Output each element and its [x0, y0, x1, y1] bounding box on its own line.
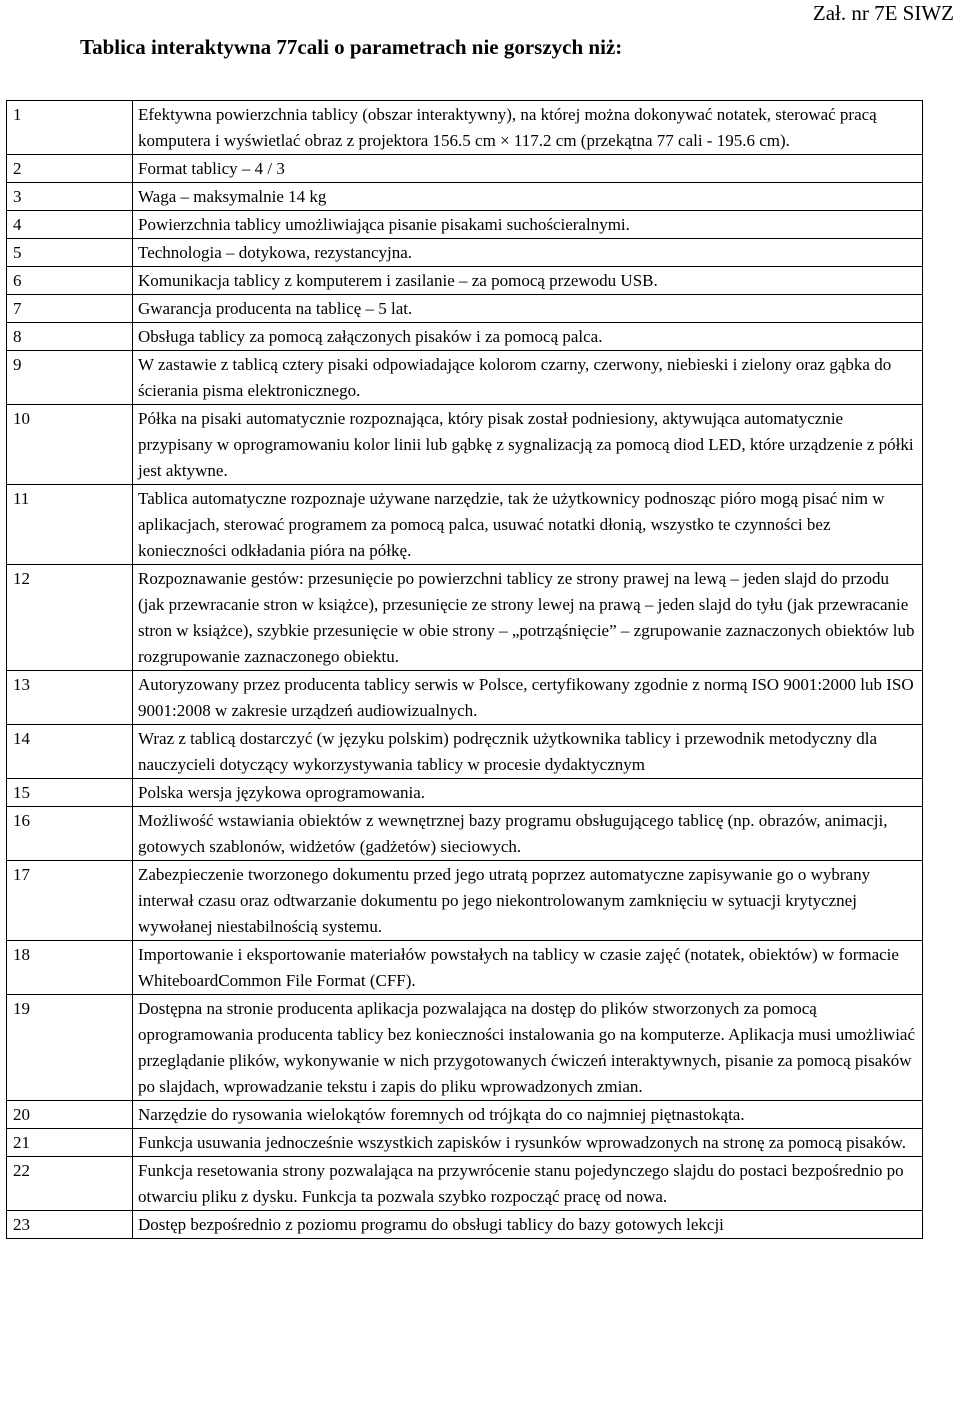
row-requirement: Komunikacja tablicy z komputerem i zasilanie – za pomocą przewodu USB.: [133, 267, 923, 295]
row-number: 6: [7, 267, 133, 295]
row-number: 9: [7, 351, 133, 405]
row-requirement: Narzędzie do rysowania wielokątów foremnych od trójkąta do co najmniej piętnastokąta.: [133, 1101, 923, 1129]
row-requirement: Gwarancja producenta na tablicę – 5 lat.: [133, 295, 923, 323]
row-requirement: Technologia – dotykowa, rezystancyjna.: [133, 239, 923, 267]
table-row: [7, 807, 923, 861]
row-requirement: Autoryzowany przez producenta tablicy serwis w Polsce, certyfikowany zgodnie z normą ISO 9001:2000 lub ISO 9001:2008 w zakresie urządzeń audiowizualnych.: [133, 671, 923, 725]
row-requirement: Efektywna powierzchnia tablicy (obszar interaktywny), na której można dokonywać notatek, sterować pracą komputera i wyświetlać obraz z projektora 156.5 cm × 117.2 cm (przekątna 77 cali - 195.6 cm).: [133, 101, 923, 155]
table-row: [7, 941, 923, 995]
table-row: [7, 861, 923, 941]
row-requirement: Powierzchnia tablicy umożliwiająca pisanie pisakami suchościeralnymi.: [133, 211, 923, 239]
row-number: 7: [7, 295, 133, 323]
row-requirement: Format tablicy – 4 / 3: [133, 155, 923, 183]
row-number: 4: [7, 211, 133, 239]
table-row: [7, 1101, 923, 1129]
row-number: 3: [7, 183, 133, 211]
row-number: 14: [7, 725, 133, 779]
row-number: 18: [7, 941, 133, 995]
row-requirement: Waga – maksymalnie 14 kg: [133, 183, 923, 211]
row-number: 10: [7, 405, 133, 485]
row-number: 11: [7, 485, 133, 565]
specification-rows: [7, 101, 923, 1239]
table-row: [7, 351, 923, 405]
attachment-label: Zał. nr 7E SIWZ: [812, 1, 954, 25]
row-requirement: Wraz z tablicą dostarczyć (w języku polskim) podręcznik użytkownika tablicy i przewodnik metodyczny dla nauczycieli dotyczący wykorzystywania tablicy w procesie dydaktycznym: [133, 725, 923, 779]
table-row: [7, 995, 923, 1101]
row-requirement: Obsługa tablicy za pomocą załączonych pisaków i za pomocą palca.: [133, 323, 923, 351]
row-number: 12: [7, 565, 133, 671]
row-number: 23: [7, 1211, 133, 1239]
table-row: [7, 211, 923, 239]
row-requirement: Dostęp bezpośrednio z poziomu programu do obsługi tablicy do bazy gotowych lekcji: [133, 1211, 923, 1239]
row-number: 15: [7, 779, 133, 807]
row-requirement: W zastawie z tablicą cztery pisaki odpowiadające kolorom czarny, czerwony, niebieski i zielony oraz gąbka do ścierania pisma elektronicznego.: [133, 351, 923, 405]
table-row: [7, 485, 923, 565]
row-requirement: Możliwość wstawiania obiektów z wewnętrznej bazy programu obsługującego tablicę (np. obrazów, animacji, gotowych szablonów, widżetów (gadżetów) sieciowych.: [133, 807, 923, 861]
row-number: 13: [7, 671, 133, 725]
table-row: [7, 725, 923, 779]
row-number: 8: [7, 323, 133, 351]
row-requirement: Półka na pisaki automatycznie rozpoznająca, który pisak został podniesiony, aktywująca automatycznie przypisany w oprogramowaniu kolor linii lub gąbkę z sygnalizacją za pomocą diod LED, które urządzenie z półki jest aktywne.: [133, 405, 923, 485]
table-row: [7, 239, 923, 267]
row-requirement: Polska wersja językowa oprogramowania.: [133, 779, 923, 807]
row-number: 16: [7, 807, 133, 861]
table-row: [7, 779, 923, 807]
table-row: [7, 1129, 923, 1157]
table-row: [7, 295, 923, 323]
row-number: 17: [7, 861, 133, 941]
table-row: [7, 101, 923, 155]
row-number: 19: [7, 995, 133, 1101]
row-requirement: Zabezpieczenie tworzonego dokumentu przed jego utratą poprzez automatyczne zapisywanie go o wybrany interwał czasu oraz odtwarzanie dokumentu po jego niekontrolowanym zamknięciu w sytuacji krytycznej wywołanej niestabilnością systemu.: [133, 861, 923, 941]
row-number: 20: [7, 1101, 133, 1129]
row-number: 21: [7, 1129, 133, 1157]
table-row: [7, 323, 923, 351]
row-number: 1: [7, 101, 133, 155]
table-row: [7, 267, 923, 295]
table-row: [7, 671, 923, 725]
table-row: [7, 565, 923, 671]
row-requirement: Funkcja usuwania jednocześnie wszystkich zapisków i rysunków wprowadzonych na stronę za pomocą pisaków.: [133, 1129, 923, 1157]
table-row: [7, 155, 923, 183]
row-requirement: Importowanie i eksportowanie materiałów powstałych na tablicy w czasie zajęć (notatek, obiektów) w formacie WhiteboardCommon File Format (CFF).: [133, 941, 923, 995]
row-requirement: Rozpoznawanie gestów: przesunięcie po powierzchni tablicy ze strony prawej na lewą – jeden slajd do przodu (jak przewracanie stron w książce), przesunięcie ze strony lewej na prawą – jeden slajd do tyłu (jak przewracanie stron w książce), szybkie przesunięcie w obie strony – „potrząśnięcie” – zgrupowanie zaznaczonych obiektów lub rozgrupowanie zaznaczonego obiektu.: [133, 565, 923, 671]
document-title: Tablica interaktywna 77cali o parametrach nie gorszych niż:: [80, 35, 623, 59]
specification-table: [6, 100, 923, 1239]
table-row: [7, 1211, 923, 1239]
row-requirement: Funkcja resetowania strony pozwalająca na przywrócenie stanu pojedynczego slajdu do postaci bezpośrednio po otwarciu pliku z dysku. Funkcja ta pozwala szybko rozpocząć pracę od nowa.: [133, 1157, 923, 1211]
table-row: [7, 405, 923, 485]
row-number: 2: [7, 155, 133, 183]
row-number: 5: [7, 239, 133, 267]
row-requirement: Tablica automatyczne rozpoznaje używane narzędzie, tak że użytkownicy podnosząc pióro mogą pisać nim w aplikacjach, sterować programem za pomocą palca, usuwać notatki dłonią, wszystko te czynności bez konieczności odkładania pióra na półkę.: [133, 485, 923, 565]
table-row: [7, 183, 923, 211]
row-requirement: Dostępna na stronie producenta aplikacja pozwalająca na dostęp do plików stworzonych za pomocą oprogramowania producenta tablicy bez konieczności instalowania go na komputerze. Aplikacja musi umożliwiać przeglądanie plików, wykonywanie w nich przygotowanych ćwiczeń interaktywnych, pisanie za pomocą pisaków po slajdach, wprowadzanie tekstu i zapis do pliku wprowadzonych zmian.: [133, 995, 923, 1101]
row-number: 22: [7, 1157, 133, 1211]
table-row: [7, 1157, 923, 1211]
